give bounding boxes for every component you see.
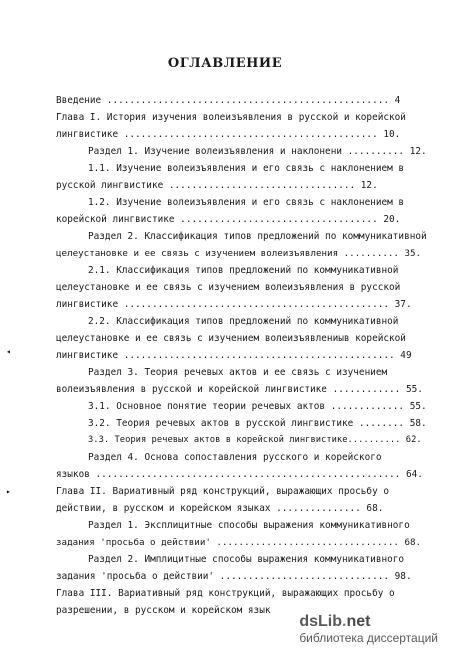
page-title: ОГЛАВЛЕНИЕ [167, 56, 283, 71]
toc-line: Раздел 3. Теория речевых актов и ее связь с изучением [88, 367, 388, 378]
toc-line: лингвистике ............................................... 37. [56, 299, 412, 310]
toc-line: русской лингвистике ................................. 12. [56, 180, 378, 191]
toc-line: 3.2. Теория речевых актов в русской лингвистике ........ 58. [88, 418, 427, 429]
toc-line: задания 'просьба о действии' .............................. 98. [56, 571, 412, 582]
toc-line: 3.3. Теория речевых актов в корейской лингвистике.......... 62. [88, 435, 422, 445]
watermark-logo-main: dsLib [299, 613, 342, 630]
toc-line: целеустановке и ее связь с изучением волеизъявления .......... 35. [56, 248, 422, 259]
watermark-tagline: библиотека диссертаций [299, 631, 438, 645]
toc-line: 1.2. Изучение волеизъявления и его связь с наклонением в [88, 197, 405, 208]
margin-mark-icon: ◂ [6, 347, 11, 356]
toc-line: языков ...................................................... 64. [56, 469, 423, 480]
toc-line: Раздел 4. Основа сопоставления русского и корейского [88, 452, 382, 463]
watermark-logo-sep: . [341, 613, 347, 630]
toc-line: действии, в русском и корейском языках ............... 68. [56, 503, 384, 514]
toc-line: Введение .................................................. 4 [56, 95, 401, 106]
watermark [299, 613, 438, 645]
toc-line: Глава I. История изучения волеизъявления в русской и корейской [56, 112, 406, 123]
toc-line: корейской лингвистике ................................... 20. [56, 214, 401, 225]
toc-line: Глава II. Вариативный ряд конструкций, выражающих просьбу о [56, 486, 390, 497]
watermark-logo [299, 613, 438, 631]
toc-line: лингвистике ............................................. 10. [56, 129, 401, 140]
toc-line: 3.1. Основное понятие теории речевых актов ............. 55. [88, 401, 427, 412]
toc-line: волеизъявления в русской и корейской лингвистике ............ 55. [56, 384, 423, 395]
toc-line: Раздел 2. Классификация типов предложений по коммуникативной [88, 231, 427, 242]
toc-line: целеустановке и ее связь с изучением волеизъявления в русской [56, 282, 401, 293]
toc-line: разрешении, в русском и корейском язык [56, 605, 271, 616]
toc-line: 2.2. Классификация типов предложений по коммуникативной [88, 316, 399, 327]
toc-line: Глава III. Вариативный ряд конструкций, выражающих просьбу о [56, 588, 395, 599]
toc-line: целеустановке и ее связь с изучением волеизъявлениыв корейской [56, 333, 406, 344]
toc-line: 1.1. Изучение волеизъявления и его связь с наклонением в [88, 163, 405, 174]
toc-line: лингвистике ................................................ 49 [56, 350, 412, 361]
toc-line: Раздел 1. Эксплицитные способы выражения коммуникативного [88, 520, 410, 531]
toc-line: Раздел 2. Имплицитные способы выражения коммуникативного [88, 554, 405, 565]
toc-line: Раздел 1. Изучение волеизъявления и наклонени .......... 12. [88, 146, 427, 157]
toc-line: задания 'просьба о действии' ................................. 68. [56, 537, 422, 548]
toc-line: 2.1. Классификация типов предложений по коммуникативной [88, 265, 399, 276]
watermark-logo-tld: net [346, 613, 371, 630]
margin-mark-icon: ▸ [6, 487, 11, 496]
